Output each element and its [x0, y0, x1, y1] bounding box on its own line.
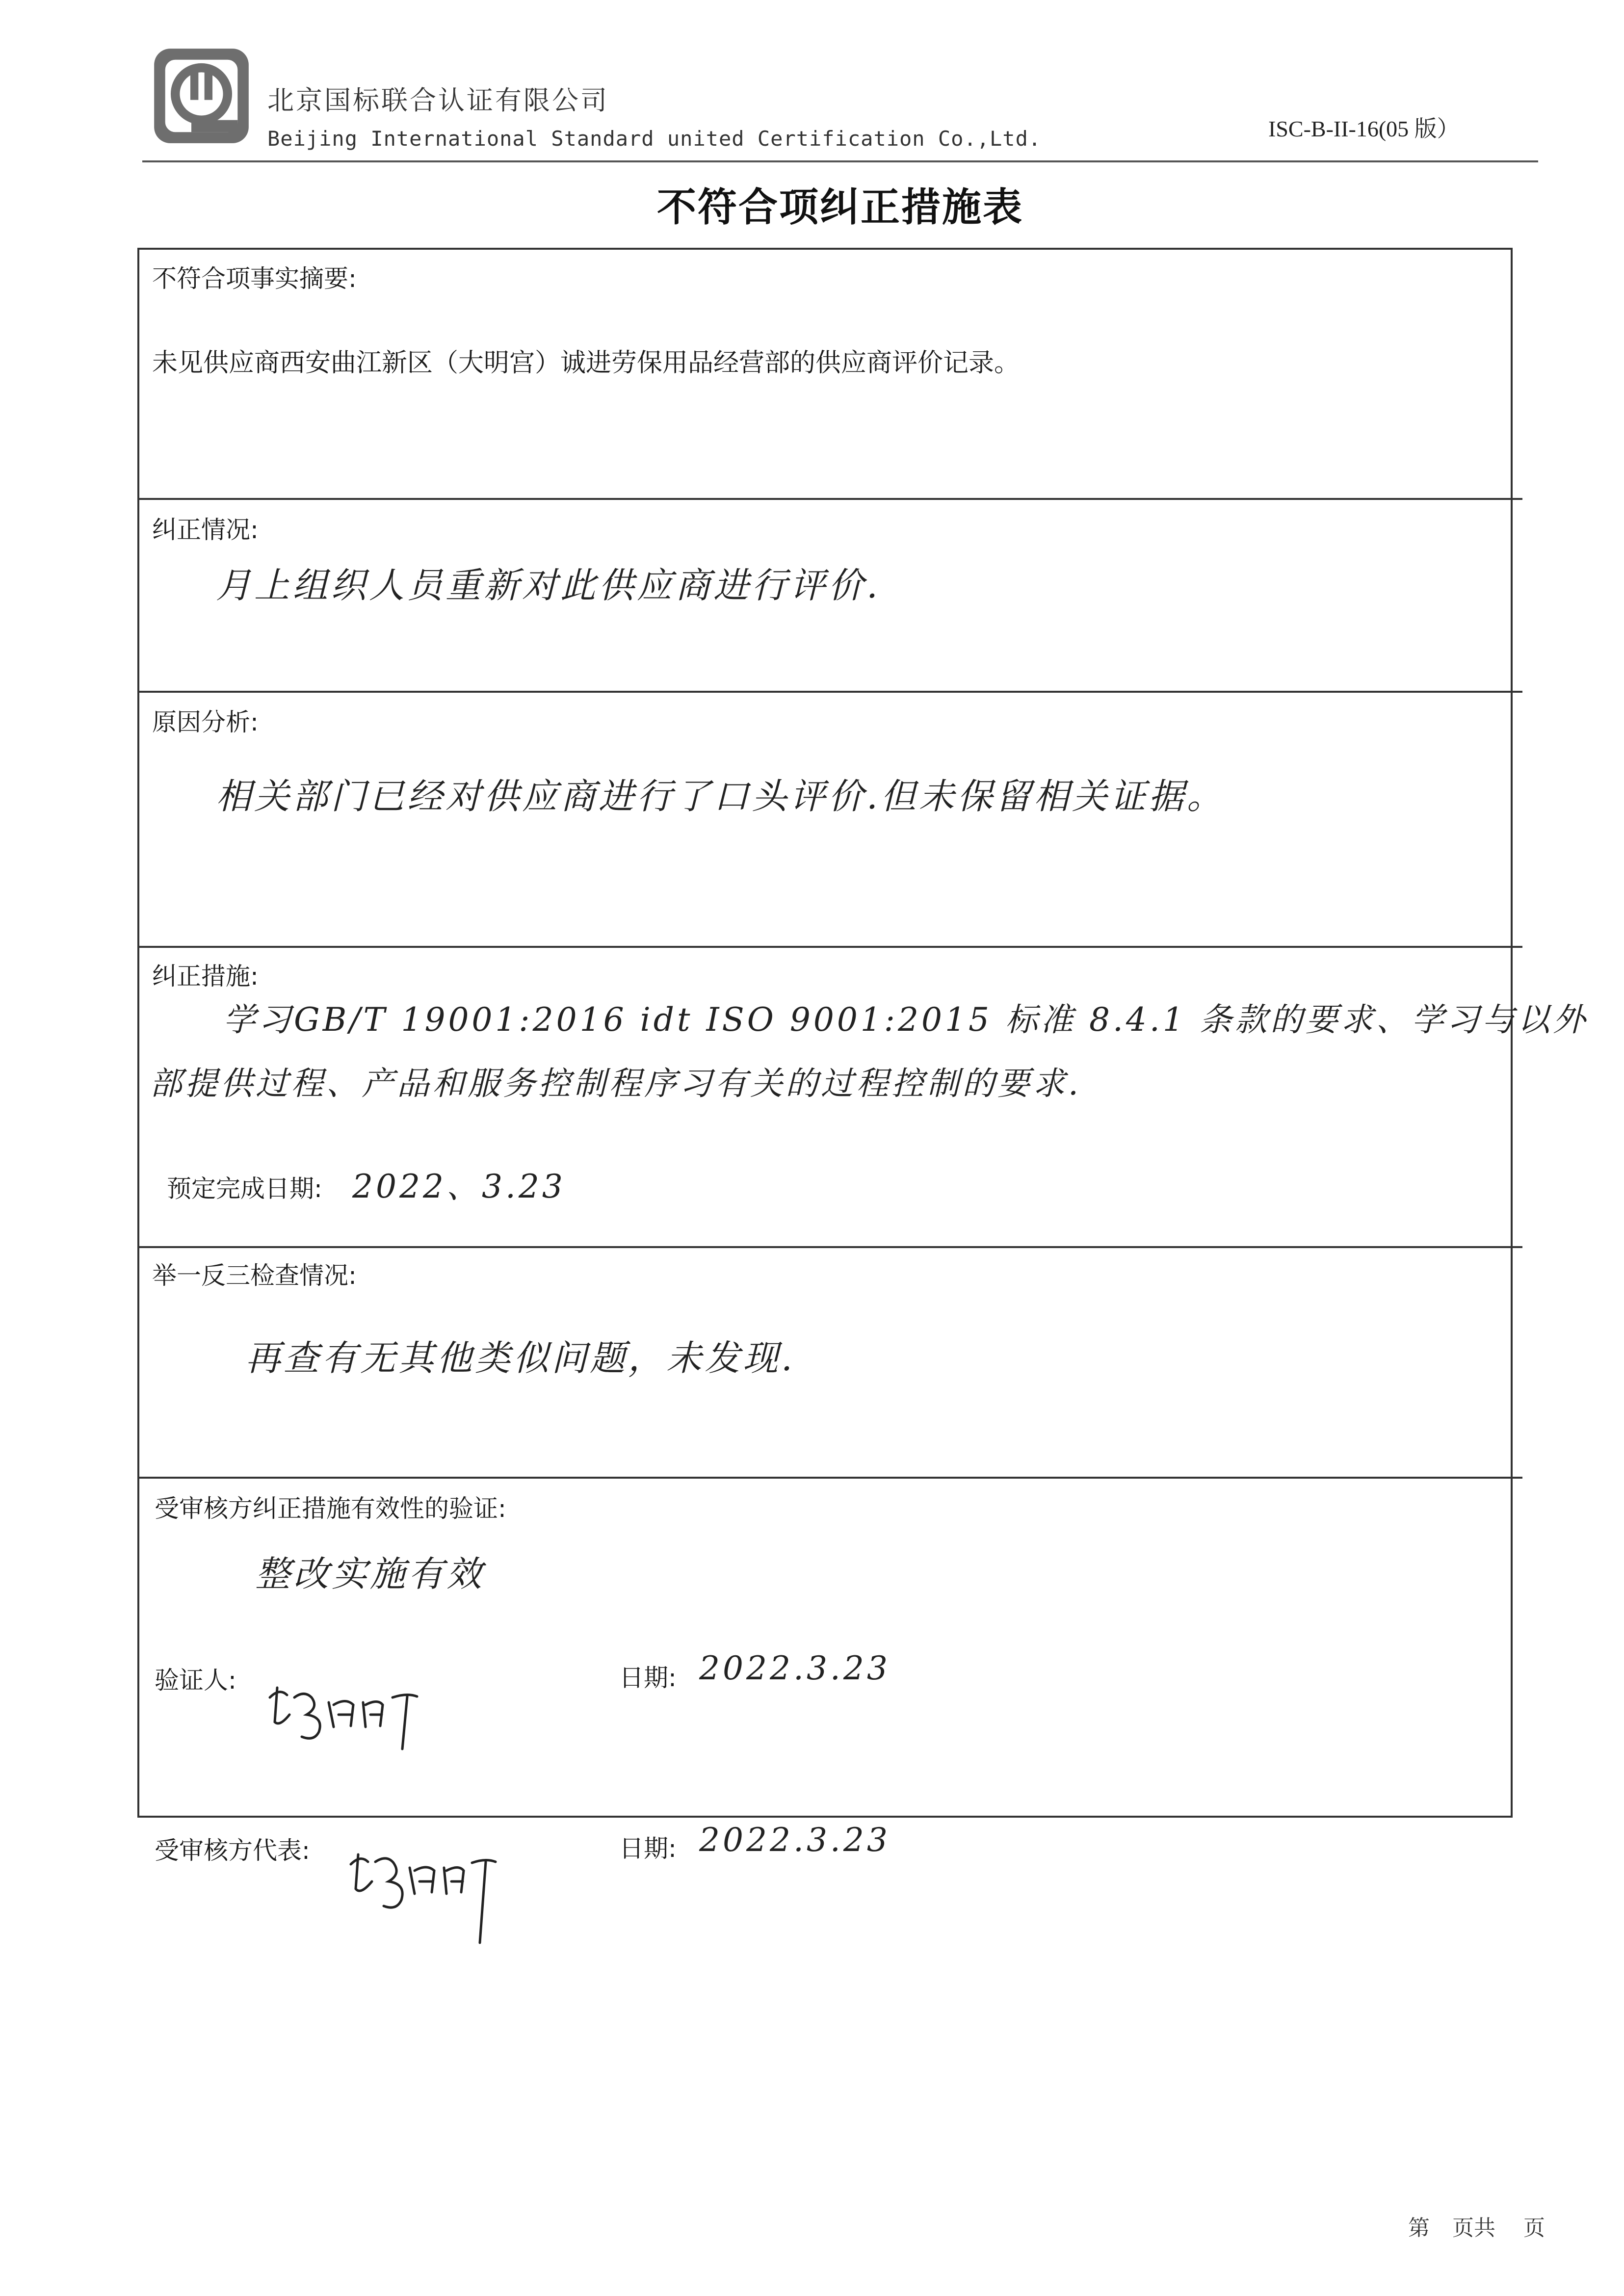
company-logo [151, 46, 252, 146]
header-divider [142, 160, 1538, 162]
row-divider [137, 1477, 1522, 1479]
correction-handwritten: 月上组织人员重新对此供应商进行评价. [216, 565, 881, 606]
footer-pages: 页 [1523, 2216, 1545, 2241]
representative-label: 受审核方代表: [155, 1836, 310, 1865]
footer-of: 页共 [1452, 2216, 1495, 2241]
extension-check-handwritten: 再查有无其他类似问题，未发现. [245, 1337, 795, 1379]
cause-label: 原因分析: [152, 708, 259, 736]
verification-label: 受审核方纠正措施有效性的验证: [155, 1494, 506, 1523]
representative-date-value: 2022.3.23 [699, 1821, 891, 1859]
verifier-signature [260, 1668, 437, 1756]
nonconformity-label: 不符合项事实摘要: [152, 264, 357, 293]
form-code: ISC-B-II-16(05 版） [1268, 116, 1460, 141]
due-date-value: 2022、3.23 [352, 1168, 566, 1205]
representative-signature [343, 1837, 500, 1950]
representative-date-label: 日期: [619, 1834, 677, 1863]
footer-page: 第 [1408, 2216, 1430, 2241]
corrective-action-line1: 学习GB/T 19001:2016 idt ISO 9001:2015 标准 8.4.1 条款的要求、学习与以外 [223, 1001, 1588, 1039]
verification-handwritten: 整改实施有效 [255, 1553, 485, 1594]
cause-handwritten: 相关部门已经对供应商进行了口头评价.但未保留相关证据。 [216, 776, 1225, 817]
row-divider [137, 946, 1522, 948]
correction-label: 纠正情况: [152, 516, 259, 544]
row-divider [137, 691, 1522, 693]
corrective-action-label: 纠正措施: [152, 962, 259, 991]
verifier-label: 验证人: [155, 1666, 236, 1695]
row-divider [137, 498, 1522, 500]
corrective-action-line2: 部提供过程、产品和服务控制程序习有关的过程控制的要求. [150, 1065, 1081, 1102]
extension-check-label: 举一反三检查情况: [152, 1261, 357, 1290]
company-name-en: Beijing International Standard united Certification Co.,Ltd. [267, 127, 1042, 151]
company-name-cn: 北京国标联合认证有限公司 [267, 85, 609, 116]
verification-date-value: 2022.3.23 [699, 1649, 891, 1687]
verification-date-label: 日期: [619, 1664, 677, 1692]
nonconformity-text: 未见供应商西安曲江新区（大明宫）诚进劳保用品经营部的供应商评价记录。 [152, 348, 1020, 378]
due-date-label: 预定完成日期: [167, 1174, 322, 1203]
document-title: 不符合项纠正措施表 [657, 184, 1023, 230]
row-divider [137, 1246, 1522, 1248]
